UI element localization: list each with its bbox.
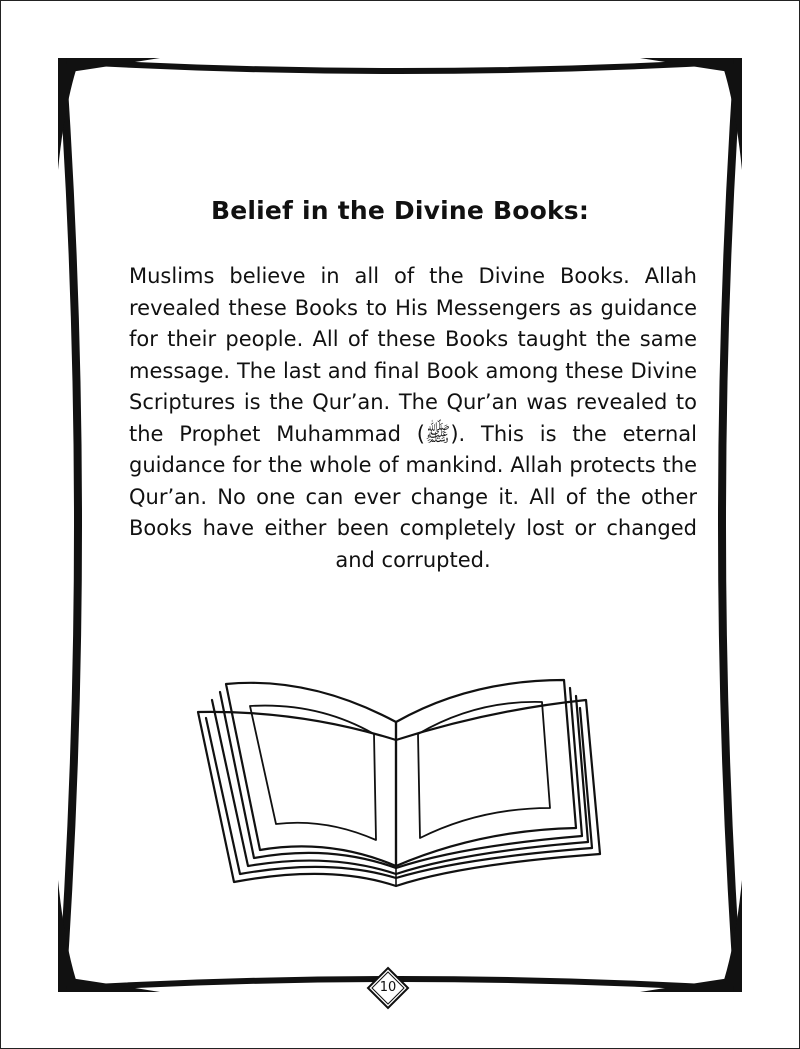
page-number-badge: [366, 966, 410, 1010]
body-paragraph: Muslims believe in all of the Divine Books. Allah revealed these Books to His Messengers as guidance for their people. All of these Books taught the same message. The last and final Book among these Divine Scriptures is the Qur’an. The Qur’an was revealed to the Prophet Muhammad (ﷺ). This is the eternal guidance for the whole of mankind. Allah protects the Qur’an. No one can ever change it. All of the other Books have either been completely lost or changed and corrupted.: [129, 264, 697, 572]
page-number: 10: [379, 980, 397, 995]
page-title: Belief in the Divine Books:: [210, 196, 590, 225]
open-book-icon: [190, 670, 610, 900]
